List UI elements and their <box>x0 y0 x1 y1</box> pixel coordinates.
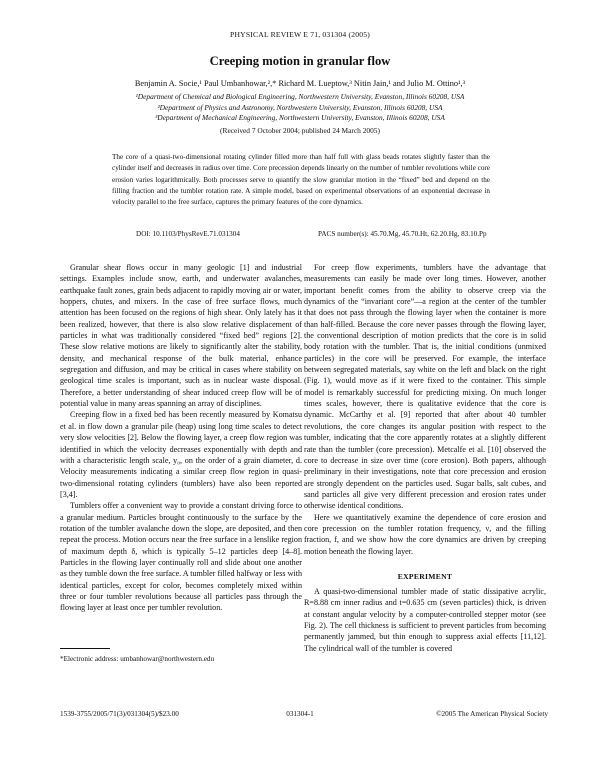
paragraph: Creeping flow in a fixed bed has been recently measured by Komatsu et al. in flow down a granular pile (heap) using long time scales to detect very slow velocities [2]. Below the flowing layer, a creep flow region was identified in which the velocity decreases exponentially with depth and with a characteristic length scale, y₀, on the order of a grain diameter, d. Velocity measurements indicating a similar creep flow region in quasi-two-dimensional rotating cylinders (tumblers) have also been reported [3,4]. <box>60 410 302 499</box>
affiliations <box>0 92 600 124</box>
paragraph: A quasi-two-dimensional tumbler made of static dissipative acrylic, R=8.88 cm inner radius and t=0.635 cm (seven particles) thick, is driven at constant angular velocity by a computer-controlled stepper motor (see Fig. 2). The cell thickness is sufficient to prevent particles from becoming permanently jammed, but thin enough to suppress axial effects [11,12]. The cylindrical wall of the tumbler is covered <box>304 587 546 653</box>
received-date: (Received 7 October 2004; published 24 March 2005) <box>220 126 380 135</box>
section-heading: EXPERIMENT <box>397 572 453 581</box>
experiment-section <box>304 586 546 654</box>
affiliation-3: ³Department of Mechanical Engineering, Northwestern University, Evanston, Illinois 60208, USA <box>155 113 445 122</box>
paragraph: For creep flow experiments, tumblers have the advantage that measurements can easily be made over long times. However, another important benefit comes from the ability to observe creep via the dynamics of the “invariant core”—a region at the center of the tumbler that does not pass through the flowing layer when the container is more than half-filled. Because the core never passes through the flowing layer, the conventional description of motion predicts that the core is in solid body rotation with the tumbler. That is, the initial conditions (unmixed particles) in the core will be preserved. For example, the interface between segregated materials, say white on the left and black on the right (Fig. 1), would move as if it were fixed to the container. This simple model is remarkably successful for predicting mixing. On much longer times scales, however, there is qualitative evidence that the core is dynamic. McCarthy et al. [9] reported that after about 40 tumbler revolutions, the core changes its angular position with respect to the tumbler, indicating that the core apparently rotates at a slightly different rate than the tumbler (core precession). Metcalfe et al. [10] observed the core to decrease in size over time (core erosion). Both papers, although preliminary in their investigations, note that core precession and erosion are strongly dependent on the particles used. Sugar balls, salt cubes, and sand particles all give very different precession and erosion rates under otherwise identical conditions. <box>304 263 546 511</box>
footer-copyright: ©2005 The American Physical Society <box>436 710 548 718</box>
footnote: *Electronic address: umbanhowar@northwestern.edu <box>60 655 215 663</box>
left-column <box>60 262 302 614</box>
paper-title: Creeping motion in granular flow <box>209 54 391 68</box>
pacs-numbers: PACS number(s): 45.70.Mg, 45.70.Ht, 62.20.Hg, 83.10.Pp <box>318 230 487 238</box>
author-list: Benjamin A. Socie,¹ Paul Umbanhowar,²,* Richard M. Lueptow,³ Nitin Jain,¹ and Julio M. Ottino¹,³ <box>134 79 466 88</box>
paragraph: Tumblers offer a convenient way to provide a constant driving force to a granular medium. Particles brought continuously to the surface by the rotation of the tumbler avalanche down the slope, are deposited, and then repeat the process. Motion occurs near the free surface in a lenslike region of maximum depth δ, which is typically 5–12 particles deep [4–8]. Particles in the flowing layer continually roll and slide about one another as they tumble down the free surface. A tumbler filled halfway or less with identical particles, except for color, becomes completely mixed within three or four tumbler revolutions because all particles pass through the flowing layer at least once per tumbler revolution. <box>60 501 302 613</box>
footer-issn: 1539-3755/2005/71(3)/031304(5)/$23.00 <box>60 710 179 718</box>
abstract: The core of a quasi-two-dimensional rotating cylinder filled more than half full with glass beads rotates slightly faster than the cylinder itself and decreases in radius over time. Core precession depends linearly on the number of tumbler revolutions while core erosion varies logarithmically. Both processes serve to quantify the slow granular motion in the “fixed” bed and depend on the filling fraction and the tumbler rotation rate. A simple model, based on experimental observations of an exponential decrease in velocity parallel to the free surface, captures the primary features of the core dynamics. <box>112 153 490 207</box>
footnote-rule <box>60 648 110 649</box>
page-number: 031304-1 <box>286 710 314 718</box>
right-column <box>304 262 546 557</box>
journal-header: PHYSICAL REVIEW E 71, 031304 (2005) <box>230 30 370 39</box>
paragraph: Here we quantitatively examine the dependence of core erosion and core precession on the tumbler rotation frequency, ν, and the filling fraction, f, and we show how the core dynamics are driven by creeping motion beneath the flowing layer. <box>304 512 546 556</box>
affiliation-1: ¹Department of Chemical and Biological Engineering, Northwestern University, Evanston, Illinois 60208, USA <box>135 92 465 101</box>
paragraph: Granular shear flows occur in many geologic [1] and industrial settings. Examples include snow, earth, and underwater avalanches, earthquake fault zones, grain beds adjacent to rapidly moving air or water, hoppers, chutes, and mixers. In the case of free surface flows, much attention has been focused on the regions of high shear. Only lately has it been realized, however, that there is also slow relative displacement of particles in what was traditionally considered “fixed bed” regions [2]. These slow relative motions are likely to significantly alter the stability, density, and mechanical response of the bulk material, enhance segregation and diffusion, and may be critical in cases where stability on geological time scales is important, such as in nuclear waste disposal. Therefore, a better understanding of shear induced creep flow will be of potential value in many areas spanning an array of disciplines. <box>60 263 302 409</box>
doi-link[interactable]: DOI: 10.1103/PhysRevE.71.031304 <box>136 230 240 238</box>
affiliation-2: ²Department of Physics and Astronomy, Northwestern University, Evanston, Illinois 60208, USA <box>157 102 443 112</box>
